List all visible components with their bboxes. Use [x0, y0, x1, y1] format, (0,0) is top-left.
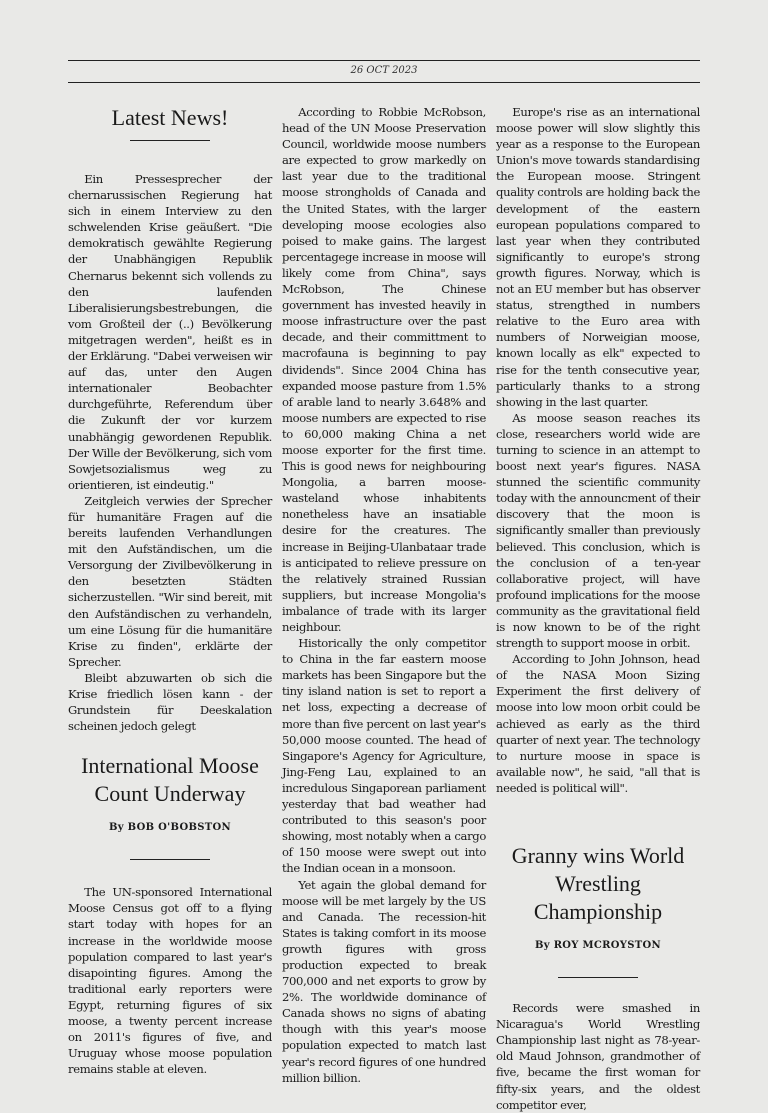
column-2 — [282, 104, 486, 1086]
masthead-rule-top — [68, 60, 700, 61]
article-paragraph: The UN-sponsored International Moose Census got off to a flying start today with hopes for an increase in the worldwide moose population compared to last year's disapointing figures. Among the traditional early reporters were Egypt, returning figures of six moose, a twenty percent increase on 2011's figures of five, and Uruguay whose moose population remains stable at eleven. — [68, 885, 272, 1077]
byline-divider — [558, 977, 638, 978]
moose-count-byline: By BOB O'BOBSTON — [109, 822, 231, 834]
moose-count-article — [68, 884, 272, 1077]
article-paragraph: According to John Johnson, head of the NASA Moon Sizing Experiment the first delivery of moose into low moon orbit could be achieved as early as the third quarter of next year. The technology to nurture moose in space is available now", he said, "all that is needed is political will". — [496, 652, 700, 795]
latest-news-article — [68, 171, 272, 734]
article-paragraph: According to Robbie McRobson, head of the UN Moose Preservation Council, worldwide moose numbers are expected to grow markedly on last year due to the traditional moose strongholds of Canada and the United States, with the larger developing moose ecologies also poised to make gains. The largest percentagege increase in moose will likely come from China", says McRobson, The Chinese government has invested heavily in moose infrastructure over the past decade, and their committment to macrofauna is beginning to pay dividends". Since 2004 China has expanded moose pasture from 1.5% of arable land to nearly 3.648% and moose numbers are expected to rise to 60,000 making China a net moose exporter for the first time. This is good news for neighbouring Mongolia, a barren moose-wasteland whose inhabitents nonetheless have an insatiable desire for the creatures. The increase in Beijing-Ulanbataar trade is anticipated to relieve pressure on the relatively strained Russian suppliers, but increase Mongolia's imbalance of trade with its larger neighbour. — [282, 105, 486, 634]
granny-wrestling-headline: Granny wins World Wrestling Championship — [511, 843, 685, 925]
article-paragraph: Ein Pressesprecher der chernarussischen Regierung hat sich in einem Interview zu den schwelenden Krise geäußert. "Die demokratisch gewählte Regierung der Unabhängigen Republik Chernarus bekennt sich vollends zu den laufenden Liberalisierungsbestrebungen, die vom Großteil der (..) Bevölkerung mitgetragen werden", heißt es in der Erklärung. "Dabei verweisen wir auf das, unter den Augen internationaler Beobachter durchgeführte, Referendum über die Zukunft der vor kurzem unabhängig gewordenen Republik. Der Wille der Bevölkerung, sich vom Sowjetsozialismus weg zu orientieren, ist eindeutig." — [68, 172, 272, 492]
article-paragraph: Europe's rise as an international moose power will slow slightly this year as a response to the European Union's move towards standardising the European moose. Stringent quality controls are holding back the development of the eastern european populations compared to last year when they contributed significantly to europe's strong growth figures. Norway, which is not an EU member but has observer status, strengthed in numbers relative to the Euro area with numbers of Norweigian moose, known locally as elk" expected to rise for the tenth consecutive year, particularly thanks to a strong showing in the last quarter. — [496, 105, 701, 409]
byline-divider — [130, 859, 210, 860]
article-paragraph: As moose season reaches its close, researchers world wide are turning to science in an attempt to boost next year's figures. NASA stunned the scientific community today with the announcment of their discovery that the moon is significantly smaller than previously believed. This conclusion, which is the conclusion of a ten-year collaborative project, will have profound implications for the moose community as the gravitational field is now known to be of the right strength to support moose in orbit. — [496, 410, 700, 651]
moose-count-article-continued — [282, 104, 486, 1086]
article-paragraph: Zeitgleich verwies der Sprecher für humanitäre Fragen auf die bereits laufenden Verhandlungen mit den Aufständischen, um die Versorgung der Zivilbevölkerung in den besetzten Städten sicherzustellen. "Wir sind bereit, mit den Aufständischen zu verhandeln, um eine Lösung für die humanitäre Krise zu finden", erklärte der Sprecher. — [68, 493, 272, 669]
granny-wrestling-byline: By ROY MCROYSTON — [535, 940, 661, 952]
granny-wrestling-article — [496, 1000, 700, 1113]
masthead-rule-bottom — [68, 82, 700, 83]
article-paragraph: Historically the only competitor to China in the far eastern moose markets has been Singapore but the tiny island nation is set to report a net loss, expecting a decrease of more than five percent on last year's 50,000 moose counted. The head of Singapore's Agency for Agriculture, Jing-Feng Lau, explained to an incredulous Singaporean parliament yesterday that bad weather had contributed to this season's poor showing, most notably when a cargo of 150 moose were swept out into the Indian ocean in a monsoon. — [282, 636, 486, 876]
moose-count-headline: International Moose Count Underway — [81, 753, 259, 807]
article-paragraph: Bleibt abzuwarten ob sich die Krise friedlich lösen kann - der Grundstein für Deeskalation scheinen jedoch gelegt — [68, 670, 272, 734]
article-paragraph: Records were smashed in Nicaragua's World Wrestling Championship last night as 78-year-old Maud Johnson, grandmother of five, became the first woman for fifty-six years, and the oldest competitor ever, — [496, 1001, 700, 1112]
headline-divider — [130, 140, 210, 141]
article-paragraph: Yet again the global demand for moose will be met largely by the US and Canada. The recession-hit States is taking comfort in its moose growth figures with gross production expected to break 700,000 and net exports to grow by 2%. The worldwide dominance of Canada shows no signs of abating though with this year's moose population expected to match last year's record figures of one hundred million billion. — [282, 877, 486, 1085]
latest-news-headline: Latest News! — [111, 105, 229, 130]
dateline: 26 OCT 2023 — [350, 65, 418, 76]
column-1 — [68, 104, 272, 1077]
column-3 — [496, 104, 700, 1113]
moose-count-article-continued-2 — [496, 104, 700, 796]
